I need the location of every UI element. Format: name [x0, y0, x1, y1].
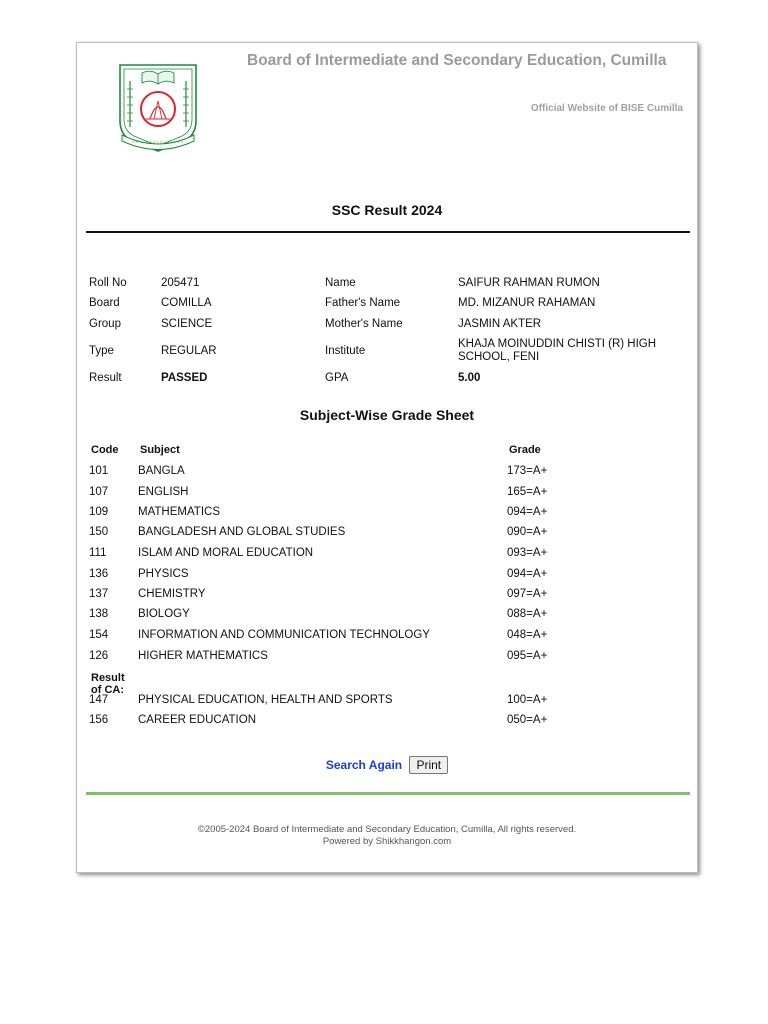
subject-code: 109: [89, 506, 109, 518]
copyright-text: ©2005-2024 Board of Intermediate and Secondary Education, Cumilla, All rights reserved.: [197, 824, 577, 835]
subject-grade: 090=A+: [507, 526, 548, 538]
result-label: Result: [89, 372, 122, 384]
group-label: Group: [89, 318, 121, 330]
subject-code: 126: [89, 650, 109, 662]
print-button[interactable]: Print: [409, 756, 448, 774]
subject-code: 156: [89, 714, 109, 726]
result-actions: [77, 756, 697, 774]
subject-name: ISLAM AND MORAL EDUCATION: [138, 547, 314, 559]
powered-by-text: Powered by Shikkhangon.com: [322, 836, 452, 847]
subject-code: 154: [89, 629, 109, 641]
subject-name: CAREER EDUCATION: [138, 714, 256, 726]
mother-value: JASMIN AKTER: [458, 318, 542, 330]
footer-divider: [86, 792, 690, 795]
subject-grade: 088=A+: [507, 608, 548, 620]
roll-label: Roll No: [89, 277, 127, 289]
subject-code: 150: [89, 526, 109, 538]
header-grade: Grade: [509, 444, 541, 456]
subject-name: HIGHER MATHEMATICS: [138, 650, 268, 662]
bise-cumilla-logo: [114, 61, 202, 153]
subject-grade: 093=A+: [507, 547, 548, 559]
subject-name: INFORMATION AND COMMUNICATION TECHNOLOGY: [138, 629, 430, 641]
grade-sheet-title: Subject-Wise Grade Sheet: [299, 407, 475, 423]
gpa-label: GPA: [325, 372, 349, 384]
type-label: Type: [89, 345, 114, 357]
group-value: SCIENCE: [161, 318, 213, 330]
subject-name: PHYSICS: [138, 568, 189, 580]
subject-name: PHYSICAL EDUCATION, HEALTH AND SPORTS: [138, 694, 393, 706]
result-value: PASSED: [161, 372, 208, 384]
ca-result-label: Result of CA:: [91, 672, 125, 696]
subject-code: 137: [89, 588, 109, 600]
board-title: Board of Intermediate and Secondary Education, Cumilla: [247, 52, 667, 69]
result-card: [76, 42, 698, 873]
footer: [77, 824, 697, 848]
board-value: COMILLA: [161, 297, 212, 309]
subject-grade: 048=A+: [507, 629, 548, 641]
subject-code: 111: [89, 547, 107, 559]
name-value: SAIFUR RAHMAN RUMON: [458, 277, 600, 289]
father-value: MD. MIZANUR RAHAMAN: [458, 297, 596, 309]
subject-name: BANGLA: [138, 465, 185, 477]
subject-name: ENGLISH: [138, 486, 189, 498]
institute-value: KHAJA MOINUDDIN CHISTI (R) HIGH SCHOOL, FENI: [458, 338, 657, 363]
subject-code: 136: [89, 568, 109, 580]
type-value: REGULAR: [161, 345, 217, 357]
subject-grade: 094=A+: [507, 506, 548, 518]
subject-code: 101: [89, 465, 109, 477]
subject-grade: 095=A+: [507, 650, 548, 662]
subject-code: 107: [89, 486, 109, 498]
subject-name: BIOLOGY: [138, 608, 190, 620]
roll-value: 205471: [161, 277, 200, 289]
name-label: Name: [325, 277, 356, 289]
subject-name: MATHEMATICS: [138, 506, 220, 518]
board-label: Board: [89, 297, 120, 309]
subject-code: 147: [89, 694, 109, 706]
subject-name: BANGLADESH AND GLOBAL STUDIES: [138, 526, 346, 538]
subject-grade: 094=A+: [507, 568, 548, 580]
header-code: Code: [91, 444, 119, 456]
mother-label: Mother's Name: [325, 318, 403, 330]
search-again-link[interactable]: Search Again: [325, 758, 403, 772]
header-subject: Subject: [140, 444, 180, 456]
subject-grade: 173=A+: [507, 465, 548, 477]
father-label: Father's Name: [325, 297, 401, 309]
institute-label: Institute: [325, 345, 366, 357]
gpa-value: 5.00: [458, 372, 481, 384]
subject-code: 138: [89, 608, 109, 620]
subject-grade: 050=A+: [507, 714, 548, 726]
board-subtitle: Official Website of BISE Cumilla: [530, 103, 683, 114]
subject-grade: 165=A+: [507, 486, 548, 498]
subject-grade: 100=A+: [507, 694, 548, 706]
title-divider: [86, 231, 690, 233]
subject-grade: 097=A+: [507, 588, 548, 600]
subject-name: CHEMISTRY: [138, 588, 206, 600]
result-title: SSC Result 2024: [331, 202, 443, 218]
